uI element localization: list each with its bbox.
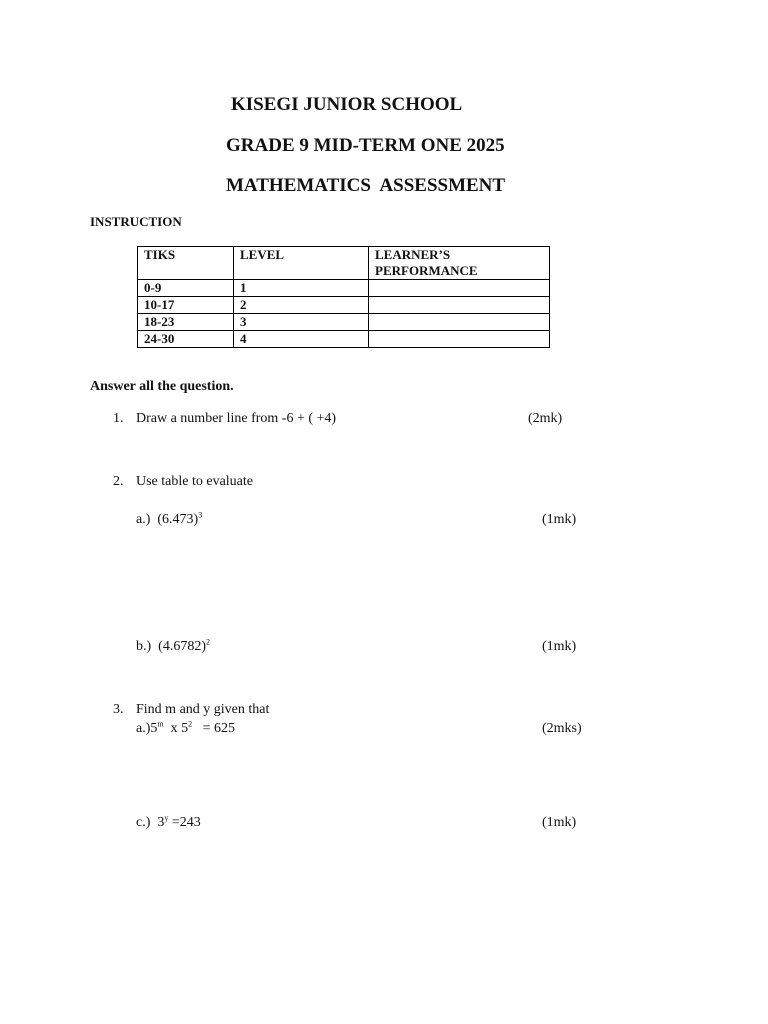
table-row xyxy=(138,297,550,314)
question-3c xyxy=(136,815,201,831)
expression-base: (6.473) xyxy=(157,512,199,527)
subject-title: MATHEMATICS ASSESSMENT xyxy=(226,175,506,196)
operator: x xyxy=(170,721,178,736)
table-header-row xyxy=(138,247,550,280)
question-2-text: Use table to evaluate xyxy=(136,474,254,489)
part-label: b.) xyxy=(136,639,152,654)
question-2a xyxy=(136,512,202,528)
school-name: KISEGI JUNIOR SCHOOL xyxy=(231,94,463,115)
question-3-number: 3. xyxy=(113,702,124,717)
tiks-cell: 0-9 xyxy=(138,280,234,297)
question-3-text: Find m and y given that xyxy=(136,702,270,717)
expression-base: (4.6782) xyxy=(158,639,206,654)
grading-table xyxy=(137,246,550,348)
level-cell: 2 xyxy=(234,297,369,314)
expression-exponent: 2 xyxy=(206,637,210,647)
column-header-performance: LEARNER’S PERFORMANCE xyxy=(369,247,550,280)
term2-base: 5 xyxy=(181,721,189,736)
performance-cell xyxy=(369,314,550,331)
performance-cell xyxy=(369,331,550,348)
expression-exponent: 3 xyxy=(198,510,203,520)
part-label: c.) xyxy=(136,815,151,830)
column-header-level: LEVEL xyxy=(234,247,369,280)
level-cell: 1 xyxy=(234,280,369,297)
tiks-cell: 10-17 xyxy=(138,297,234,314)
tiks-cell: 24-30 xyxy=(138,331,234,348)
question-1-marks: (2mk) xyxy=(528,411,563,426)
equation-rhs: = 625 xyxy=(202,721,236,736)
equation-rhs: =243 xyxy=(171,815,201,830)
table-row xyxy=(138,280,550,297)
performance-cell xyxy=(369,280,550,297)
term1-base: 5 xyxy=(150,721,158,736)
expression-base: 3 xyxy=(157,815,165,830)
tiks-cell: 18-23 xyxy=(138,314,234,331)
table-row xyxy=(138,314,550,331)
term1-exponent: m xyxy=(157,719,164,729)
answer-all-instruction: Answer all the question. xyxy=(90,379,234,394)
question-1-number: 1. xyxy=(113,411,124,426)
level-cell: 3 xyxy=(234,314,369,331)
part-label: a.) xyxy=(136,512,151,527)
column-header-tiks: TIKS xyxy=(138,247,234,280)
table-row xyxy=(138,331,550,348)
question-3c-marks: (1mk) xyxy=(542,815,577,830)
part-label: a.) xyxy=(136,721,151,736)
question-2b-marks: (1mk) xyxy=(542,639,577,654)
question-3a xyxy=(136,721,235,737)
question-2b xyxy=(136,639,210,655)
question-2a-marks: (1mk) xyxy=(542,512,577,527)
question-3a-marks: (2mks) xyxy=(542,721,582,736)
exam-title: GRADE 9 MID-TERM ONE 2025 xyxy=(226,135,505,156)
level-cell: 4 xyxy=(234,331,369,348)
instruction-label: INSTRUCTION xyxy=(90,214,182,229)
performance-cell xyxy=(369,297,550,314)
question-1-text: Draw a number line from -6 + ( +4) xyxy=(136,411,337,426)
expression-exponent: y xyxy=(164,813,169,823)
term2-exponent: 2 xyxy=(188,719,193,729)
question-2-number: 2. xyxy=(113,474,124,489)
